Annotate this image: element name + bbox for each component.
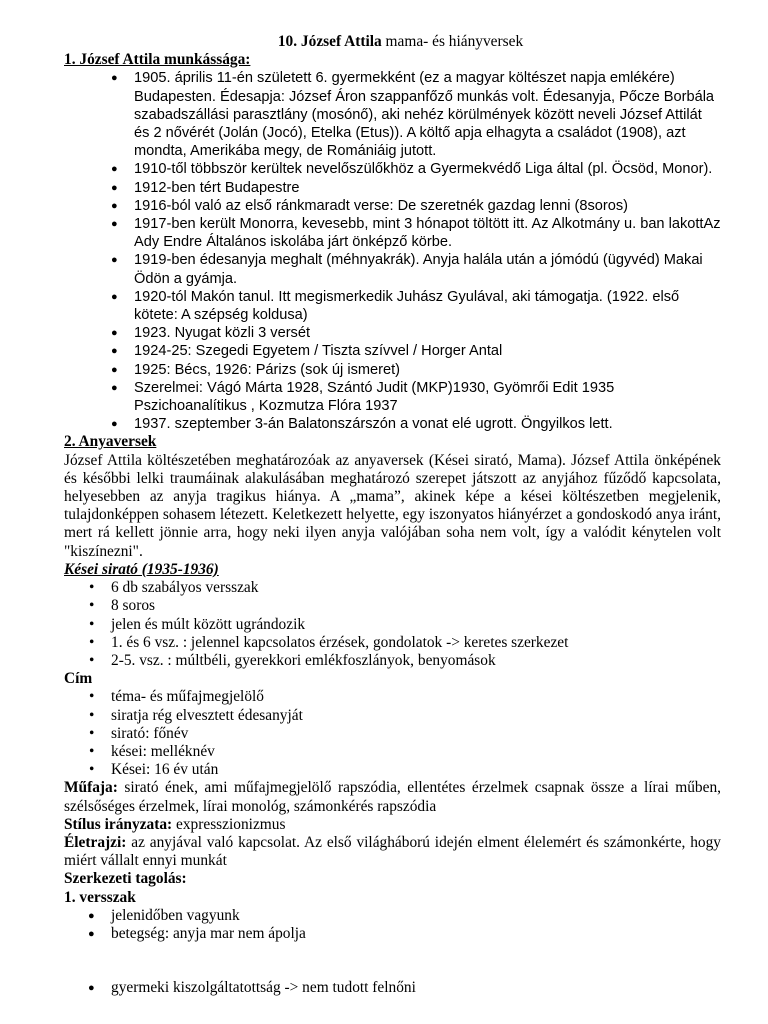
list-item: • siratja rég elvesztett édesanyját xyxy=(64,707,721,725)
poem-title: Kései sirató (1935-1936) xyxy=(64,560,219,578)
poem-list xyxy=(64,579,721,670)
eletrajzi-line xyxy=(64,834,721,870)
stilus-label: Stílus irányzata: xyxy=(64,815,173,833)
section1-heading: 1. József Attila munkássága: xyxy=(64,51,251,69)
list-item: ● 1916-ból való az első ránkmaradt verse: De szeretnék gazdag lenni (8soros) xyxy=(64,197,721,215)
list-item: ● 1923. Nyugat közli 3 versét xyxy=(64,324,721,342)
list-item: ● 1925: Bécs, 1926: Párizs (sok új ismeret) xyxy=(64,361,721,379)
stilus-line xyxy=(64,816,721,834)
list-item: • sirató: főnév xyxy=(64,725,721,743)
list-item: ● 1905. április 11-én született 6. gyermekként (ez a magyar költészet napja emlékére) Budapesten. Édesapja: József Áron szappanfőző munkás volt. Édesanyja, Pőcze Borbála szabadszállási parasztlány (mosónő), aki nehéz körülmények között neveli József Attilát és 2 nővérét (Jolán (Jocó), Etelka (Etus)). A költő apja elhagyta a családot (1908), azt mondta, Amerikába megy, de Romániáig jutott. xyxy=(64,69,721,160)
list-item: ● jelenidőben vagyunk xyxy=(64,907,721,925)
stilus-text: expresszionizmus xyxy=(172,815,286,833)
cim-list xyxy=(64,688,721,779)
list-item: ● 1924-25: Szegedi Egyetem / Tiszta szívvel / Horger Antal xyxy=(64,342,721,360)
versszak-list-continued xyxy=(64,979,721,997)
section2-heading: 2. Anyaversek xyxy=(64,433,157,451)
list-item: ● 1910-től többször kerültek nevelőszülőkhöz a Gyermekvédő Liga által (pl. Öcsöd, Monor). xyxy=(64,160,721,178)
szerkezeti-heading: Szerkezeti tagolás: xyxy=(64,870,187,888)
biography-list xyxy=(64,69,721,433)
eletrajzi-text: az anyjával való kapcsolat. Az első világháború idején elment élelemért és számonkérte, hogy miért vállalt ennyi munkát xyxy=(64,833,721,870)
list-item: • kései: melléknév xyxy=(64,743,721,761)
list-item: ● 1937. szeptember 3-án Balatonszárszón a vonat elé ugrott. Öngyilkos lett. xyxy=(64,415,721,433)
list-item: • 1. és 6 vsz. : jelennel kapcsolatos érzések, gondolatok -> keretes szerkezet xyxy=(64,634,721,652)
mufaja-label: Műfaja: xyxy=(64,779,118,797)
spacer xyxy=(64,943,721,979)
versszak-list xyxy=(64,907,721,943)
list-item: • jelen és múlt között ugrándozik xyxy=(64,616,721,634)
list-item: ● 1917-ben került Monorra, kevesebb, mint 3 hónapot töltött itt. Az Alkotmány u. ban lakottAz Ady Endre Általános iskolába járt önképző körbe. xyxy=(64,215,721,251)
mufaja-line xyxy=(64,779,721,815)
list-item: • Kései: 16 év után xyxy=(64,761,721,779)
list-item: ● betegség: anyja mar nem ápolja xyxy=(64,925,721,943)
list-item: ● 1919-ben édesanyja meghalt (méhnyakrák). Anyja halála után a jómódú (ügyvéd) Makai Ödön a gyámja. xyxy=(64,251,721,287)
list-item: • téma- és műfajmegjelölő xyxy=(64,688,721,706)
eletrajzi-label: Életrajzi: xyxy=(64,833,127,851)
list-item: ● gyermeki kiszolgáltatottság -> nem tudott felnőni xyxy=(64,979,721,997)
anyaversek-paragraph: József Attila költészetében meghatározóak az anyaversek (Kései sirató, Mama). József Attila önképének és későbbi lelki traumáinak alakulásában meghatározó szerepet játszott az anyjához fűződő kapcsolata, helyesebben az anyja tragikus hiánya. A „mama”, akinek képe a kései költészetben megjelenik, tulajdonképpen sohasem létezett. Keletkezett helyette, egy iszonyatos hiányérzet a gondoskodó anya iránt, mert rá kellett jönnie arra, hogy neki ilyen anyja valójában soha nem volt, így a valódit kénytelen volt "kiszínezni". xyxy=(64,451,721,560)
list-item: ● Szerelmei: Vágó Márta 1928, Szántó Judit (MKP)1930, Gyömrői Edit 1935 Pszichoanalítikus , Kozmutza Flóra 1937 xyxy=(64,379,721,415)
list-item: • 2-5. vsz. : múltbéli, gyerekkori emlékfoszlányok, benyomások xyxy=(64,652,721,670)
title-rest: mama- és hiányversek xyxy=(381,33,524,50)
list-item: • 8 soros xyxy=(64,597,721,615)
list-item: • 6 db szabályos versszak xyxy=(64,579,721,597)
title-number: 10. xyxy=(277,33,298,50)
page-title xyxy=(64,33,721,51)
versszak-heading: 1. versszak xyxy=(64,888,136,906)
cim-heading: Cím xyxy=(64,670,93,688)
title-name: József Attila xyxy=(300,33,382,50)
list-item: ● 1920-tól Makón tanul. Itt megismerkedik Juhász Gyulával, aki támogatja. (1922. első kötete: A szépség koldusa) xyxy=(64,288,721,324)
list-item: ● 1912-ben tért Budapestre xyxy=(64,179,721,197)
mufaja-text: sirató ének, ami műfajmegjelölő rapszódia, ellentétes érzelmek csapnak össze a lírai műben, szélsőséges érzelmek, lírai monológ, számonkérés rapszódia xyxy=(64,779,721,815)
